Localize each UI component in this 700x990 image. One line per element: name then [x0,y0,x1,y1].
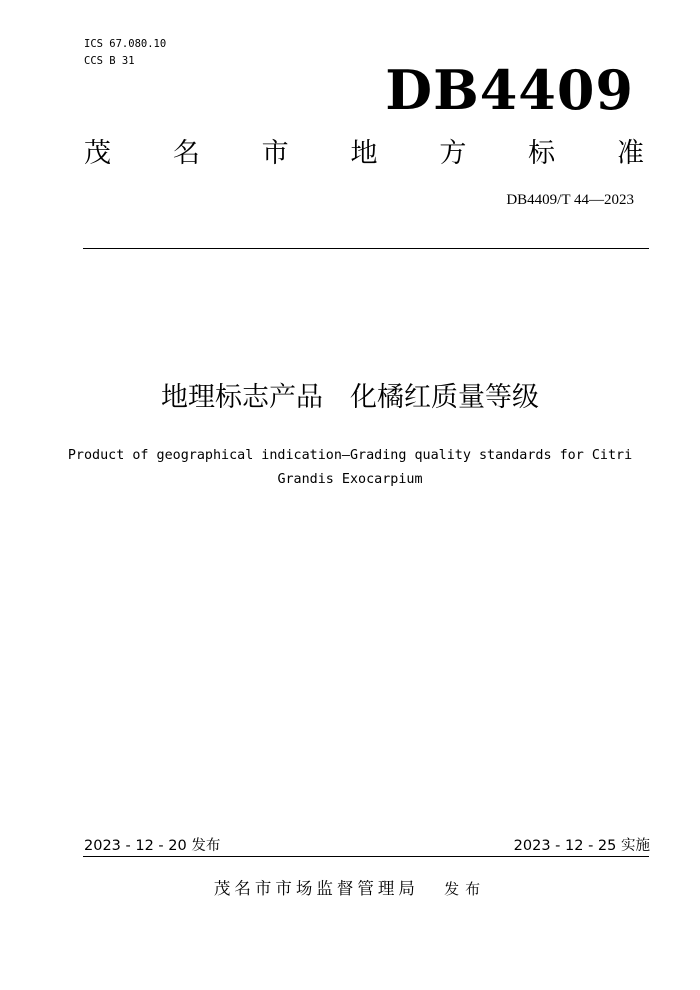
document-title-en: Product of geographical indication—Grading quality standards for Citri Grandis Exocarpium [67,448,633,487]
title-char: 茂 [84,138,111,169]
publish-label: 发布 [444,880,487,898]
title-char: 名 [172,138,200,169]
standard-number: DB4409/T 44—2023 [506,192,634,208]
title-char: 地 [350,138,378,169]
publisher-name: 茂名市市场监督管理局 [213,879,419,898]
ccs-code: CCS B 31 [84,55,135,67]
title-char: 准 [616,138,644,169]
publisher-line [0,876,700,902]
standard-code-logo: DB4409 [385,58,634,122]
issue-date: 2023 - 12 - 20 发布 [84,838,221,854]
document-title-cn: 地理标志产品 化橘红质量等级 [161,382,539,413]
title-char: 方 [439,138,467,169]
title-char: 标 [528,138,556,169]
standard-type-title [84,136,644,172]
title-char: 市 [261,138,289,169]
ics-code: ICS 67.080.10 [84,38,167,50]
footer-divider [83,856,649,857]
implementation-date: 2023 - 12 - 25 实施 [513,838,650,854]
header-divider [83,248,649,249]
